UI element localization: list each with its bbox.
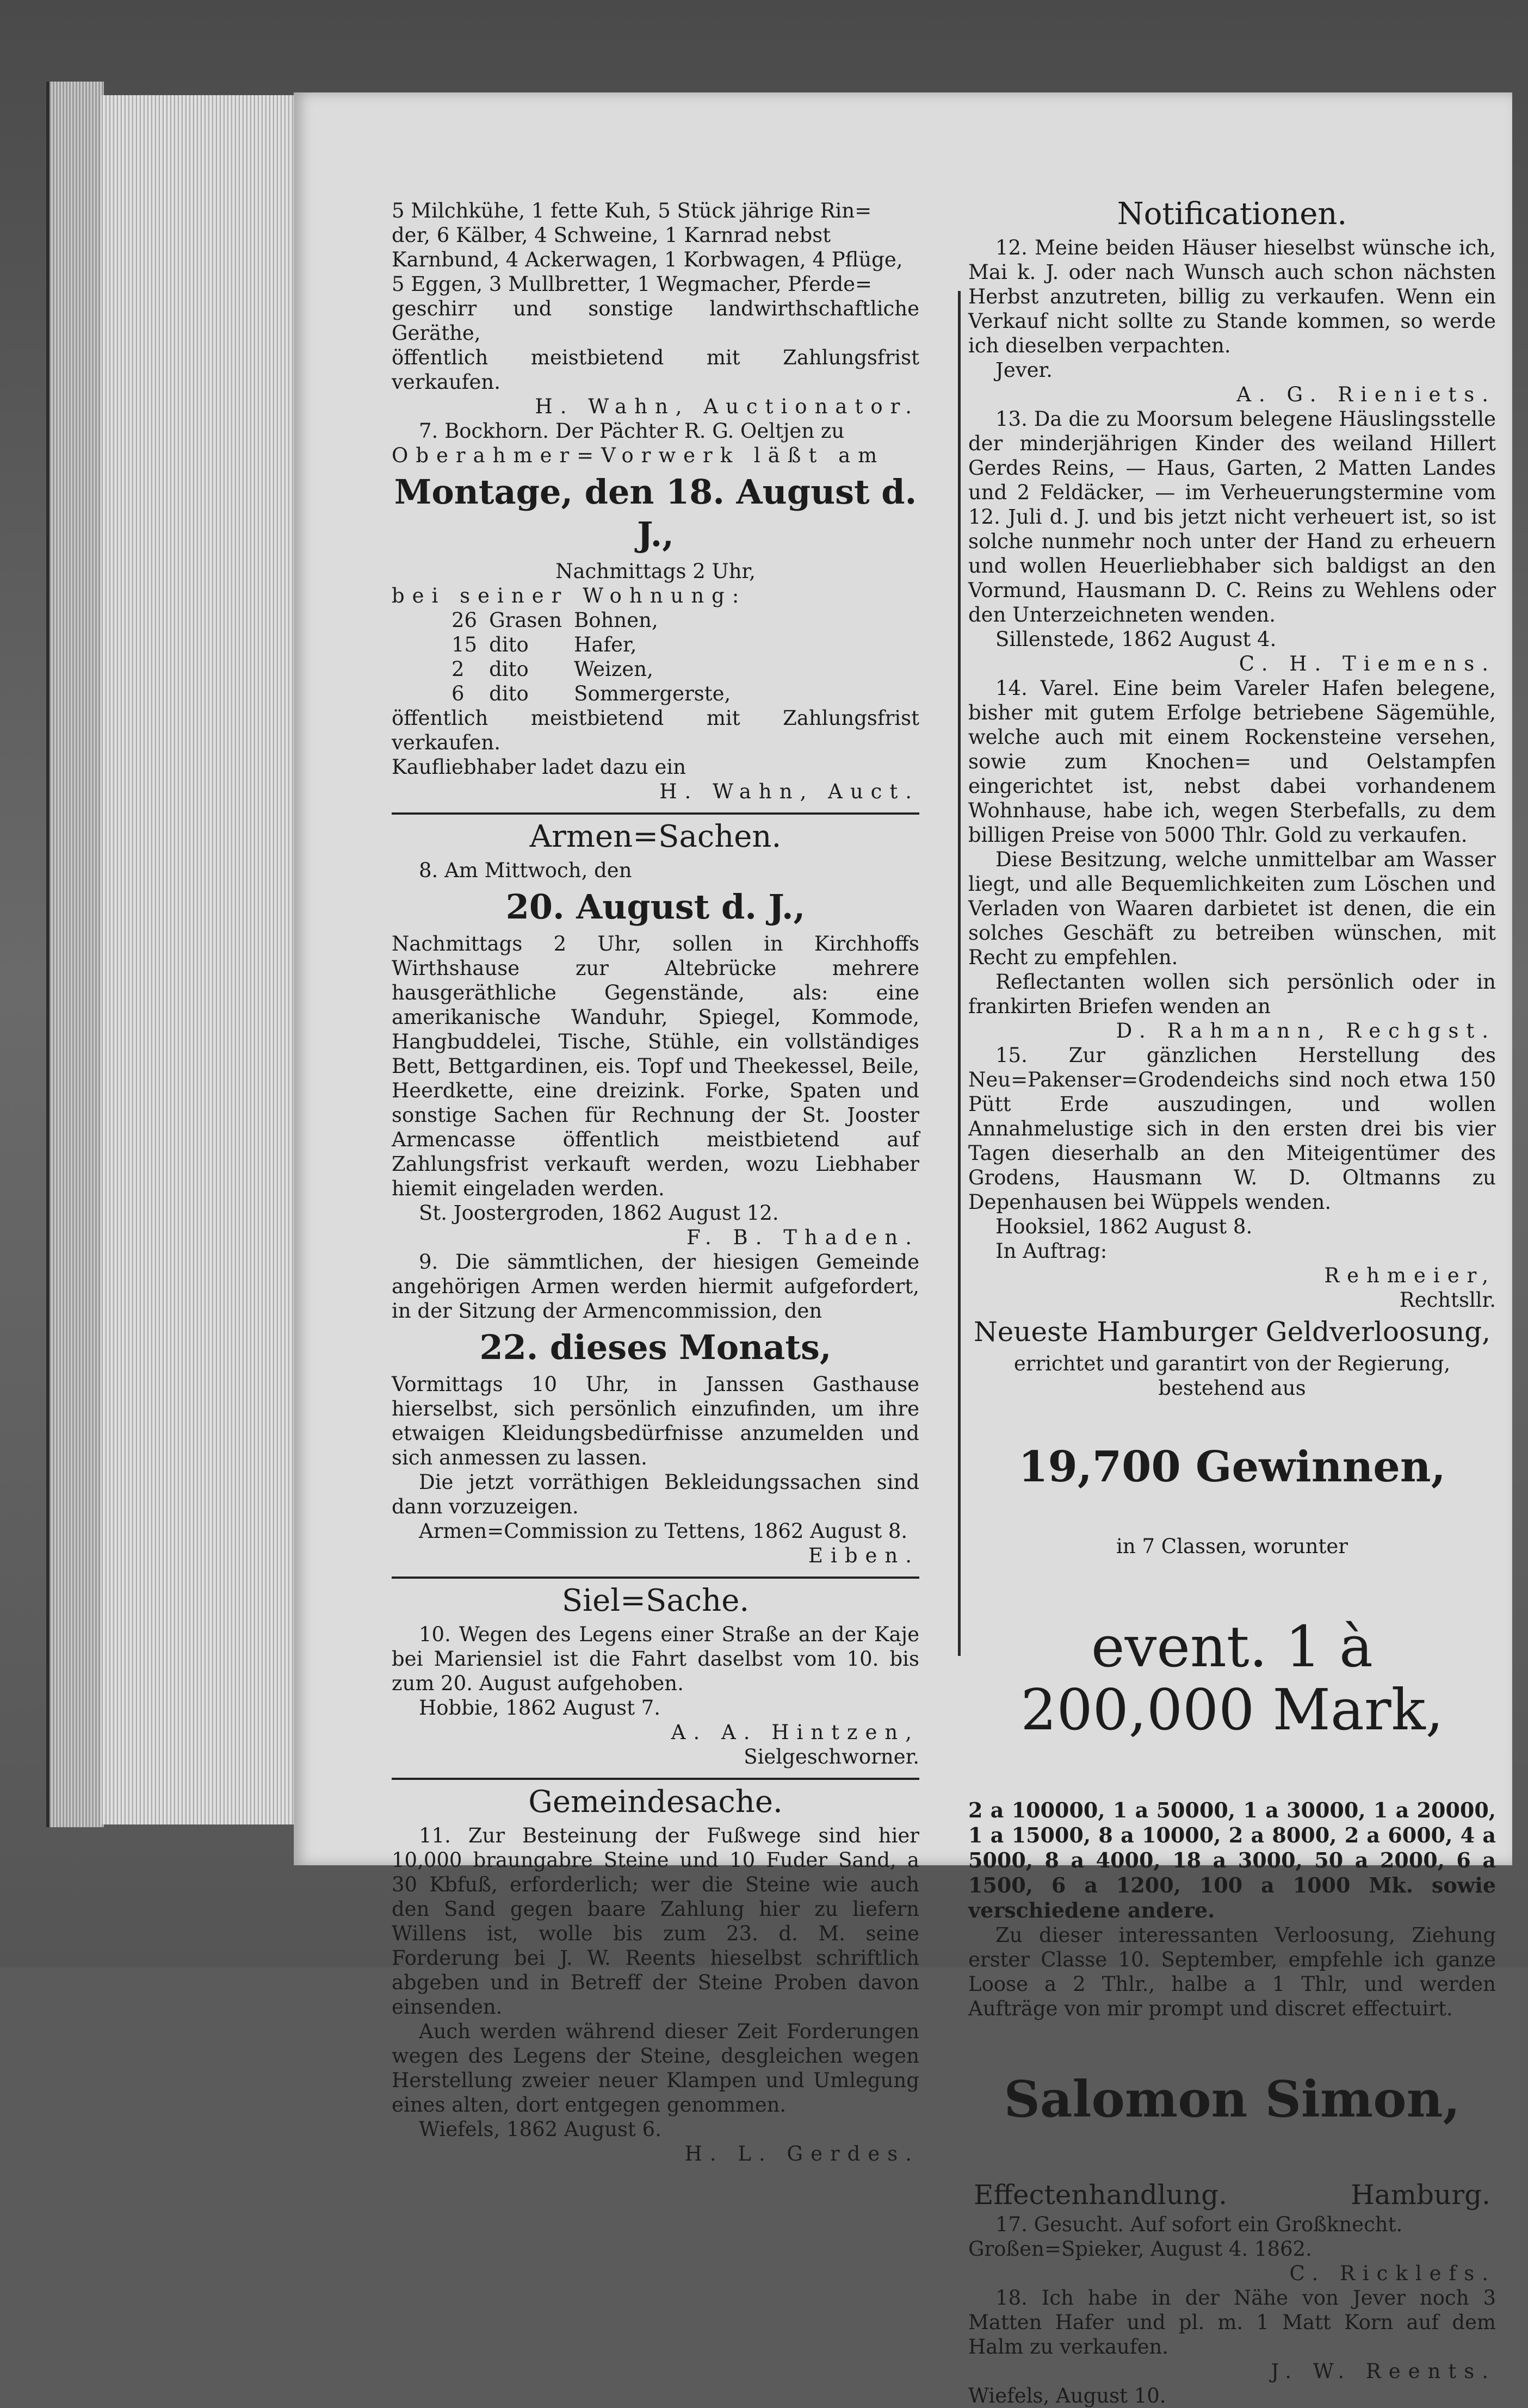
advert-prize-list: 2 a 100000, 1 a 50000, 1 a 30000, 1 a 20000, 1 a 15000, 8 a 10000, 2 a 8000, 2 a 6000, 4 a 5000, 8 a 4000, 18 a 3000, 50 a 2000, 6 a 1500, 6 a 1200, 100 a 1000 Mk. sowie verschiedene andere. [968, 1798, 1496, 1922]
item-what: Weizen, [574, 657, 653, 681]
notice-15 [968, 1043, 1496, 1312]
column-divider [958, 291, 961, 1656]
section-divider [392, 812, 919, 815]
signature: D. Rahmann, Rechgst. [1116, 1019, 1496, 1042]
signature: J. W. Reents. [1271, 2360, 1496, 2383]
lottery-advert [968, 1314, 1496, 2212]
advert-heading: Neueste Hamburger Geldverloosung, [973, 1316, 1491, 1348]
notice-place: Großen=Spieker, August 4. 1862. [968, 2237, 1312, 2261]
section-heading: Armen=Sachen. [529, 819, 782, 854]
advert-text: Zu dieser interessanten Verloosung, Ziehung erster Classe 10. September, empfehle ich ganze Loose a 2 Thlr., halbe a 1 Thlr, und werden Aufträge von mir prompt und discret effectuirt. [968, 1923, 1496, 2020]
notice-text: Nachmittags 2 Uhr, sollen in Kirchhoffs Wirthshause zur Altebrücke mehrere hausgeräthliche Gegenstände, als: eine amerikanische Wanduhr, Spiegel, Kommode, Hangbuddelei, Tische, Stühle, ein vollständiges Bett, Bettgardinen, eis. Topf und Theekessel, Beile, Heerdkette, eine dreizink. Forke, Spaten und sonstige Sachen für Rechnung der St. Jooster Armencasse öffentlich meistbietend auf Zahlungsfrist verkauft werden, wozu Liebhaber hiemit eingeladen werden. [392, 932, 919, 1200]
notice-place: Hobbie, 1862 August 7. [419, 1696, 661, 1720]
firm-line [968, 2177, 1496, 2212]
signature: C. Ricklefs. [1289, 2262, 1496, 2285]
item-qty: 6 [451, 682, 465, 705]
firm-name: Salomon Simon, [1004, 2070, 1461, 2128]
notice-17 [968, 2212, 1496, 2286]
signature: Rehmeier, [1324, 1264, 1496, 1287]
item-row [451, 632, 743, 657]
notice-place: Wiefels, 1862 August 6. [419, 2118, 661, 2141]
notice-text: 15. Zur gänzlichen Herstellung des Neu=Pakenser=Grodendeichs sind noch etwa 150 Pütt Erde auszudingen, und wollen Annahmelustige sich in den ersten drei bis vier Tagen dieserhalb an den Miteigentümer des Grodens, Hausmann W. D. Oltmanns zu Depenhausen bei Wüppels wenden. [968, 1044, 1496, 1214]
notice-text: Auch werden während dieser Zeit Forderungen wegen des Legens der Steine, desgleichen wegen Herstellung zweier neuer Klampen und Umlegung eines alten, dort entgegen genommen. [392, 2020, 919, 2117]
notice-intro: 8. Am Mittwoch, den [419, 859, 632, 882]
left-column [392, 198, 919, 2166]
item-unit: dito [489, 633, 529, 656]
item-what: Hafer, [574, 633, 637, 656]
notice-text: Vormittags 10 Uhr, in Janssen Gasthause hierselbst, sich persönlich einzufinden, um ihre etwaigen Kleidungsbedürfnisse anzumelden und sich anmessen zu lassen. [392, 1373, 919, 1469]
notice-18 [968, 2286, 1496, 2408]
notice-text: 13. Da die zu Moorsum belegene Häuslingsstelle der minderjährigen Kinder des weiland Hillert Gerdes Reins, — Haus, Garten, 2 Matten Landes und 2 Feldäcker, — im Verheuerungstermine vom 12. Juli d. J. und bis jetzt nicht verheuert ist, so ist solche nunmehr noch unter der Hand zu erheuern und wollen Heuerliebhaber sich baldigst an den Vormund, Hausmann D. C. Reins zu Wehlens oder den Unterzeichneten wenden. [968, 407, 1496, 626]
item-row [451, 608, 743, 632]
advert-count: 19,700 Gewinnen, [1018, 1442, 1446, 1492]
item-row [451, 657, 743, 681]
signature: Eiben. [808, 1544, 919, 1567]
signature: A. A. Hintzen, [671, 1721, 919, 1744]
advert-text: errichtet und garantirt von der Regierung, bestehend aus [1013, 1352, 1451, 1400]
notice-text: 10. Wegen des Legens einer Straße an der Kaje bei Mariensiel ist die Fahrt daselbst vom 10. bis zum 20. August aufgehoben. [392, 1623, 919, 1695]
cont-line: Karnbund, 4 Ackerwagen, 1 Korbwagen, 4 Pflüge, [392, 248, 903, 271]
section-heading: Siel=Sache. [561, 1583, 750, 1618]
notice-text: 11. Zur Besteinung der Fußwege sind hier 10,000 braungabre Steine und 10 Fuder Sand, a 30 Kbfuß, erforderlich; wer die Steine wie auch den Sand gegen baare Zahlung hier zu liefern Willens ist, wolle bis zum 23. d. M. seine Forderung bei J. W. Reents hieselbst schriftlich abgeben und in Betreff der Steine Proben davon einsenden. [392, 1824, 919, 2019]
advert-main-prize: event. 1 à 200,000 Mark, [1020, 1613, 1444, 1743]
notice-text: 12. Meine beiden Häuser hieselbst wünsche ich, Mai k. J. oder nach Wunsch auch schon nächsten Herbst anzutreten, billig zu verkaufen. Wenn ein Verkauf nicht sollte zu Stande kommen, so werde ich dieselben verpachten. [968, 236, 1496, 357]
notice-time: Nachmittags 2 Uhr, [555, 560, 756, 583]
notice-place: bei seiner Wohnung: [392, 584, 747, 607]
signature: A. G. Rieniets. [1236, 383, 1496, 406]
notice-text: Die jetzt vorräthigen Bekleidungssachen sind dann vorzuzeigen. [392, 1470, 919, 1518]
item-list [451, 608, 743, 706]
notice-12 [968, 235, 1496, 407]
section-divider [392, 1778, 919, 1780]
item-qty: 2 [451, 657, 465, 681]
cont-line: öffentlich meistbietend mit Zahlungsfrist verkaufen. [392, 346, 919, 394]
item-qty: 26 [451, 609, 478, 632]
page-edges [101, 95, 296, 1824]
firm-city: Hamburg. [1351, 2179, 1490, 2211]
section-heading: Gemeindesache. [528, 1784, 783, 1820]
notice-place: Sillenstede, 1862 August 4. [995, 628, 1277, 651]
notice-text: Diese Besitzung, welche unmittelbar am Wasser liegt, und alle Bequemlichkeiten zum Löschen und Verladen von Waaren darbietet ist denen, die ein solches Geschäft zu betreiben wünschen, mit Recht zu empfehlen. [968, 848, 1496, 969]
advert-text: in 7 Classen, worunter [1116, 1535, 1348, 1558]
signature: H. Wahn, Auctionator. [535, 395, 919, 418]
notice-text: In Auftrag: [995, 1239, 1108, 1263]
signer-title: Rechtsllr. [1399, 1288, 1496, 1312]
notice-13 [968, 407, 1496, 676]
item-unit: dito [489, 657, 529, 681]
item-qty: 15 [451, 633, 478, 656]
section-divider [392, 1577, 919, 1579]
firm-business: Effectenhandlung. [974, 2179, 1228, 2211]
notice-place: Wiefels, August 10. [968, 2384, 1166, 2407]
notice-date: 22. dieses Monats, [479, 1327, 832, 1367]
notice-text: 14. Varel. Eine beim Vareler Hafen belegene, bisher mit gutem Erfolge betriebene Sägemühle, welche auch mit einem Rockensteine versehen, sowie zum Knochen= und Oelstampfen eingerichtet ist, nebst dabei vorhandenem Wohnhause, habe ich, wegen Sterbefalls, zu dem billigen Preise von 5000 Thlr. Gold zu verkaufen. [968, 677, 1496, 847]
item-unit: dito [489, 682, 529, 705]
item-what: Sommergerste, [574, 682, 731, 705]
cont-line: 5 Milchkühe, 1 fette Kuh, 5 Stück jährige Rin= [392, 199, 872, 222]
notice-date: 20. August d. J., [505, 887, 806, 927]
notice-10 [392, 1622, 919, 1769]
right-column [968, 193, 1496, 2408]
notice-place: St. Joostergroden, 1862 August 12. [419, 1201, 779, 1225]
item-unit: Grasen [489, 609, 562, 632]
continuation-notice [392, 198, 919, 419]
notice-text: 18. Ich habe in der Nähe von Jever noch 3 Matten Hafer und pl. m. 1 Matt Korn auf dem Halm zu verkaufen. [968, 2286, 1496, 2359]
newspaper-page [294, 92, 1512, 2407]
notice-place: Hooksiel, 1862 August 8. [995, 1215, 1253, 1238]
notice-text: 9. Die sämmtlichen, der hiesigen Gemeinde angehörigen Armen werden hiermit aufgefordert, in der Sitzung der Armencommission, den [392, 1250, 919, 1323]
notice-text: Kaufliebhaber ladet dazu ein [392, 755, 686, 779]
cont-line: 5 Eggen, 3 Mullbretter, 1 Wegmacher, Pferde= [392, 272, 873, 296]
signer-title: Sielgeschworner. [744, 1745, 919, 1768]
notice-8 [392, 858, 919, 1250]
notice-place: Armen=Commission zu Tettens, 1862 August 8. [419, 1519, 908, 1543]
notice-date: Montage, den 18. August d. J., [394, 472, 917, 554]
notice-text: 17. Gesucht. Auf sofort ein Großknecht. [995, 2213, 1403, 2236]
notice-place: Jever. [995, 358, 1053, 382]
notice-7 [392, 419, 919, 804]
signature: H. L. Gerdes. [684, 2142, 919, 2165]
notice-14 [968, 676, 1496, 1043]
notice-text: öffentlich meistbietend mit Zahlungsfrist verkaufen. [392, 706, 919, 754]
cont-line: der, 6 Kälber, 4 Schweine, 1 Karnrad nebst [392, 224, 831, 247]
notice-intro: Oberahmer=Vorwerk läßt am [392, 444, 885, 467]
notice-9 [392, 1250, 919, 1568]
signature: H. Wahn, Auct. [659, 780, 919, 803]
item-what: Bohnen, [574, 609, 658, 632]
signature: C. H. Tiemens. [1239, 652, 1496, 675]
item-row [451, 681, 743, 706]
signature: F. B. Thaden. [686, 1226, 919, 1249]
notice-text: Reflectanten wollen sich persönlich oder in frankirten Briefen wenden an [968, 970, 1496, 1018]
cont-line: geschirr und sonstige landwirthschaftliche Geräthe, [392, 297, 919, 345]
notice-11 [392, 1823, 919, 2166]
section-heading: Notificationen. [1117, 196, 1347, 232]
notice-intro: 7. Bockhorn. Der Pächter R. G. Oeltjen zu [419, 419, 845, 443]
book-binding [46, 82, 104, 1827]
